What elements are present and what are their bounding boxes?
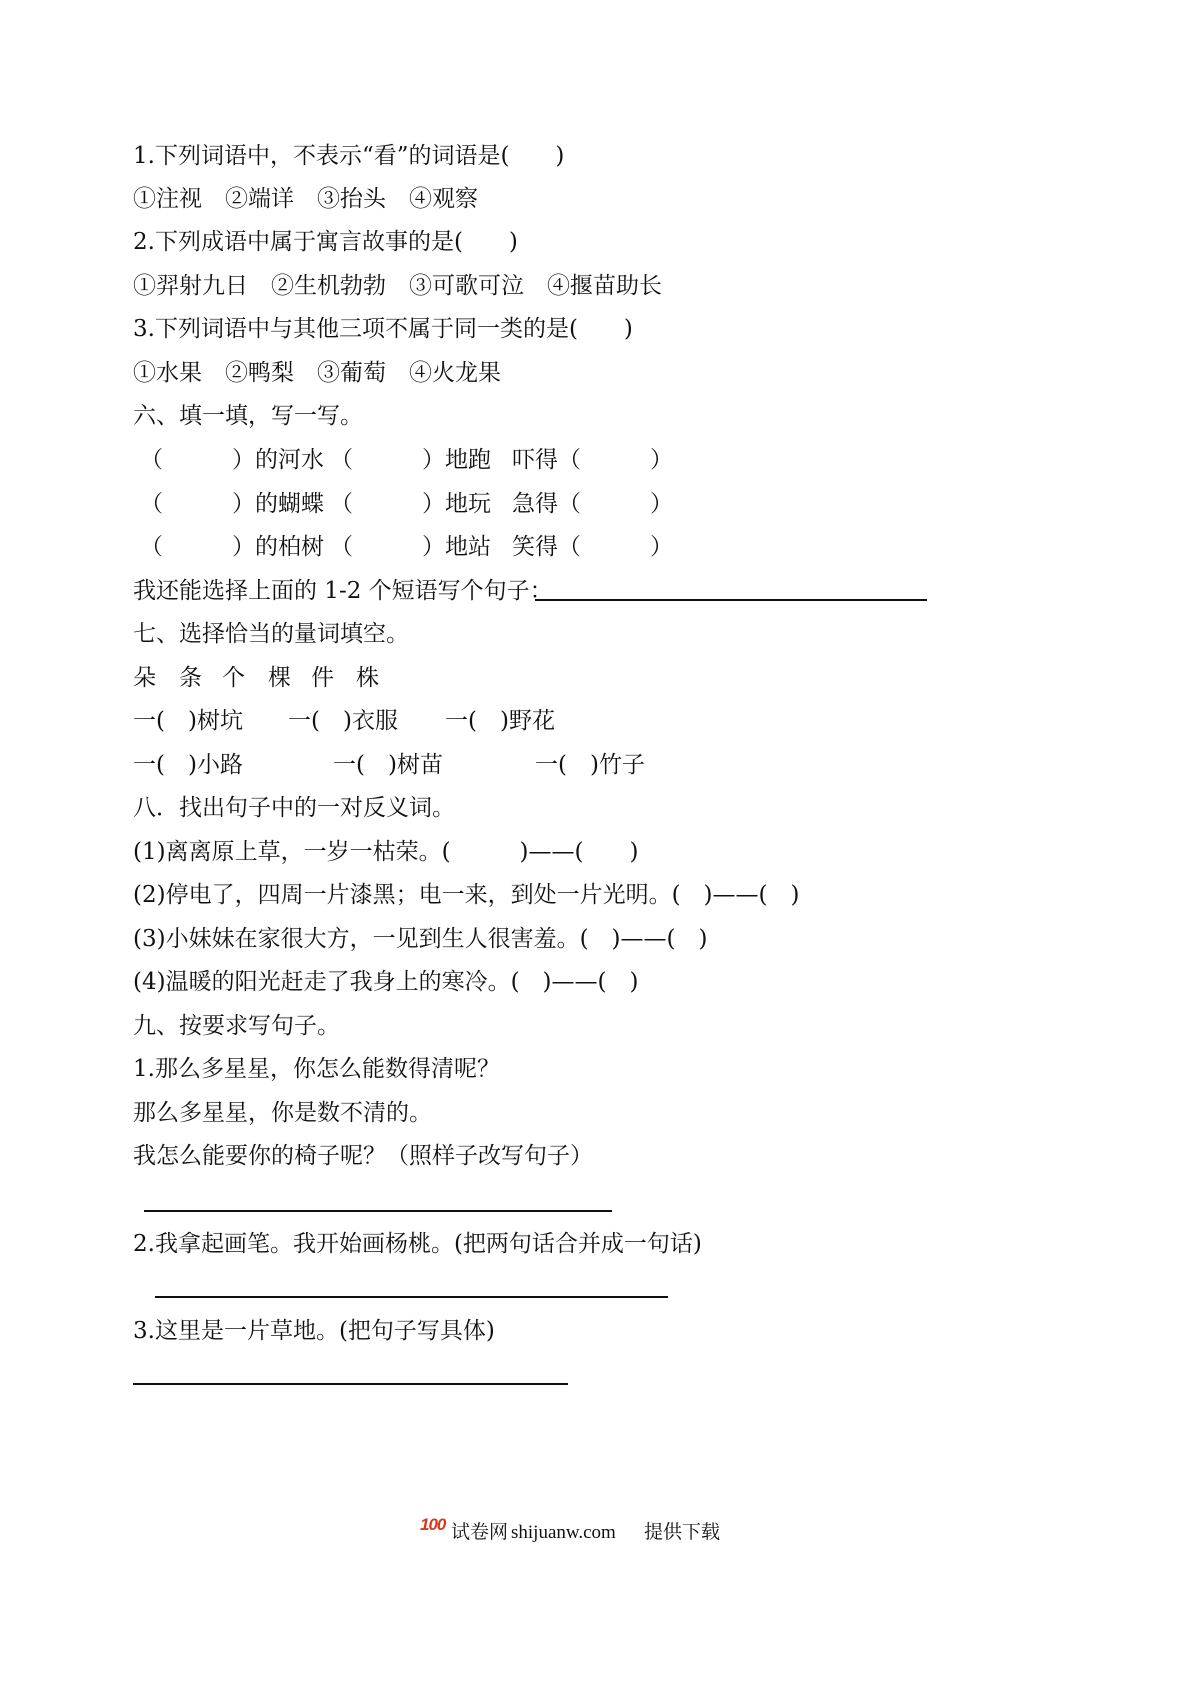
answer-line[interactable]	[535, 599, 927, 601]
antonym-item: (3)小妹妹在家很大方，一见到生人很害羞。( )——( )	[133, 926, 708, 952]
measure-word: 件	[311, 665, 334, 691]
antonym-item: (1)离离原上草，一岁一枯荣。( )——( )	[133, 839, 639, 865]
fill-cell: （ ）地玩	[330, 491, 491, 517]
fill-cell: （ ）的柏树	[140, 534, 324, 560]
measure-item: 一( )树坑	[133, 708, 243, 734]
question-1-options: ①注视 ②端详 ③抬头 ④观察	[133, 186, 478, 212]
site-domain[interactable]: shijuanw.com	[511, 1522, 616, 1543]
fill-cell: （ ）地站	[330, 534, 491, 560]
antonym-item: (4)温暖的阳光赶走了我身上的寒冷。( )——( )	[133, 969, 639, 995]
section-6-heading: 六、填一填，写一写。	[133, 403, 363, 429]
measure-item: 一( )树苗	[333, 752, 443, 778]
rewrite-prompt: 我怎么能要你的椅子呢？（照样子改写句子）	[133, 1143, 593, 1169]
fill-cell: （ ）地跑	[330, 447, 491, 473]
answer-line[interactable]	[133, 1383, 568, 1385]
fill-cell: 吓得（ ）	[512, 447, 673, 473]
site-logo: 100	[420, 1515, 446, 1534]
measure-word: 条	[179, 665, 202, 691]
measure-item: 一( )衣服	[288, 708, 398, 734]
section-7-heading: 七、选择恰当的量词填空。	[133, 621, 409, 647]
fill-cell: 急得（ ）	[512, 491, 673, 517]
sentence-prompt: 我还能选择上面的 1-2 个短语写个句子：	[133, 578, 553, 604]
section-8-heading: 八．找出句子中的一对反义词。	[133, 795, 455, 821]
rewrite-question-3: 3.这里是一片草地。(把句子写具体)	[133, 1318, 495, 1344]
measure-word: 个	[222, 665, 245, 691]
answer-line[interactable]	[144, 1210, 612, 1212]
section-9-heading: 九、按要求写句子。	[133, 1013, 340, 1039]
question-3: 3.下列词语中与其他三项不属于同一类的是( )	[133, 316, 633, 342]
rewrite-question-2: 2.我拿起画笔。我开始画杨桃。(把两句话合并成一句话)	[133, 1231, 702, 1257]
rewrite-example: 那么多星星，你是数不清的。	[133, 1100, 432, 1126]
answer-line[interactable]	[155, 1296, 668, 1298]
question-2: 2.下列成语中属于寓言故事的是( )	[133, 229, 518, 255]
fill-cell: （ ）的河水	[140, 447, 324, 473]
rewrite-question-1: 1.那么多星星，你怎么能数得清呢？	[133, 1056, 500, 1082]
fill-cell: （ ）的蝴蝶	[140, 491, 324, 517]
measure-item: 一( )野花	[445, 708, 555, 734]
fill-cell: 笑得（ ）	[512, 534, 673, 560]
question-1: 1.下列词语中，不表示“看”的词语是( )	[133, 143, 565, 169]
measure-item: 一( )竹子	[535, 752, 645, 778]
measure-word: 株	[356, 665, 379, 691]
download-note: 提供下载	[644, 1522, 721, 1543]
question-3-options: ①水果 ②鸭梨 ③葡萄 ④火龙果	[133, 360, 501, 386]
question-2-options: ①羿射九日 ②生机勃勃 ③可歌可泣 ④揠苗助长	[133, 273, 662, 299]
measure-item: 一( )小路	[133, 752, 243, 778]
antonym-item: (2)停电了，四周一片漆黑；电一来，到处一片光明。( )——( )	[133, 882, 800, 908]
site-name: 试卷网	[451, 1522, 509, 1543]
measure-word: 棵	[268, 665, 291, 691]
measure-word: 朵	[133, 665, 156, 691]
